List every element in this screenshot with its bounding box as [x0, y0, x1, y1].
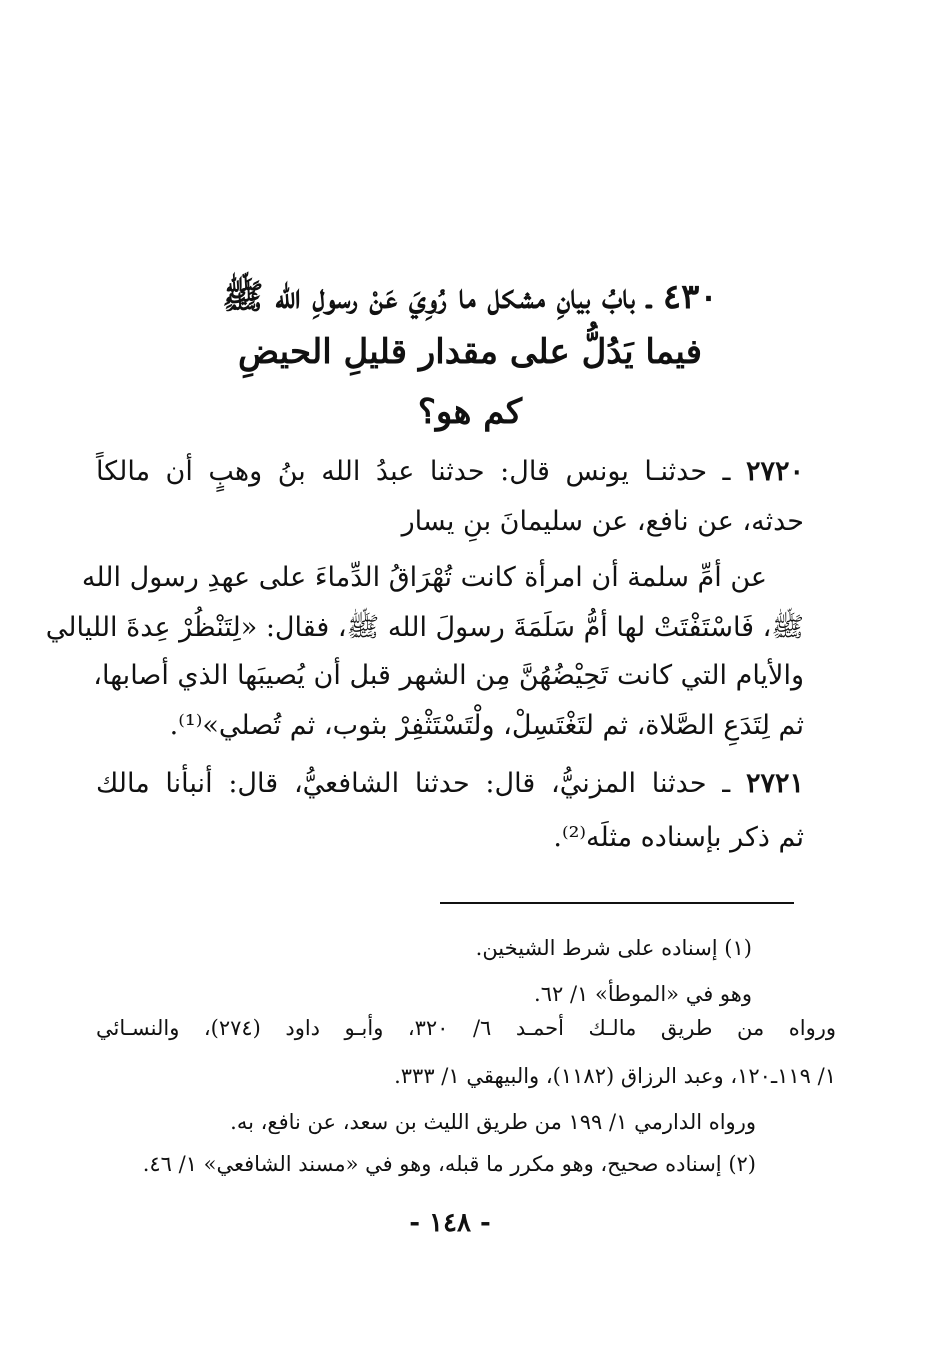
- footnote-divider: [440, 902, 794, 904]
- hadith-2721-text: ـ حدثنا المزنيُّ، قال: حدثنا الشافعيُّ، قال: أنبأنا مالك: [96, 768, 731, 799]
- footnote-1-line-2: وهو في «الموطأ» ١/ ٦٢.: [534, 982, 752, 1006]
- hadith-2721-line-2: ثم ذكر بإسناده مثلَه⁽²⁾.: [553, 822, 804, 853]
- hadith-2720-matn-line-2: ﷺ، فَاسْتَفْتَتْ لها أمُّ سَلَمَةَ رسولَ الله ﷺ، فقال: «لِتَنْظُرْ عِدةَ الليالي: [45, 612, 804, 643]
- chapter-title-line-2: فيما يَدُلُّ على مقدار قليلِ الحيضِ: [238, 332, 702, 372]
- chapter-title-line-1: ٤٣٠ ـ بابُ بيانِ مشكل ما رُوِيَ عَنْ رسولِ الله ﷺ: [222, 277, 718, 317]
- chapter-title-line-3: كم هو؟: [417, 392, 523, 432]
- footnote-1-line-3: ورواه من طريق مالـك أحمـد ٦/ ٣٢٠، وأبـو داود (٢٧٤)، والنسـائي: [96, 1016, 836, 1040]
- hadith-2720-matn-line-1: عن أمِّ سلمة أن امرأة كانت تُهْرَاقُ الدِّماءَ على عهدِ رسول الله: [81, 562, 767, 593]
- page-number: - ١٤٨ -: [409, 1208, 491, 1238]
- hadith-2721-line-1: [96, 768, 804, 799]
- hadith-2720-matn-line-3: والأيام التي كانت تَحِيْضُهُنَّ مِن الشهر قبل أن يُصيبَها الذي أصابها،: [93, 660, 804, 691]
- hadith-2720-isnad-text: ـ حدثنـا يونس قال: حدثنا عبدُ الله بنُ وهبٍ أن مالكاً: [96, 456, 731, 487]
- footnote-1-line-1: (١) إسناده على شرط الشيخين.: [475, 936, 752, 960]
- hadith-2720-isnad-line-2: حدثه، عن نافع، عن سليمانَ بنِ يسار: [401, 506, 804, 537]
- hadith-2720-matn-line-4: ثم لِتَدَعِ الصَّلاة، ثم لتَغْتَسِلْ، ولْتَسْتَثْفِرْ بثوب، ثم تُصلي»⁽¹⁾.: [169, 710, 804, 741]
- footnote-1-line-5: ورواه الدارمي ١/ ١٩٩ من طريق الليث بن سعد، عن نافع، به.: [230, 1110, 756, 1134]
- hadith-2720-isnad-line-1: [96, 456, 804, 487]
- hadith-2720-number: ٢٧٢٠: [745, 456, 804, 487]
- footnote-2-line-1: (٢) إسناده صحيح، وهو مكرر ما قبله، وهو في «مسند الشافعي» ١/ ٤٦.: [142, 1152, 756, 1176]
- footnote-1-line-4: ١/ ١١٩ـ١٢٠، وعبد الرزاق (١١٨٢)، والبيهقي ١/ ٣٣٣.: [394, 1064, 836, 1088]
- hadith-2721-number: ٢٧٢١: [745, 768, 804, 799]
